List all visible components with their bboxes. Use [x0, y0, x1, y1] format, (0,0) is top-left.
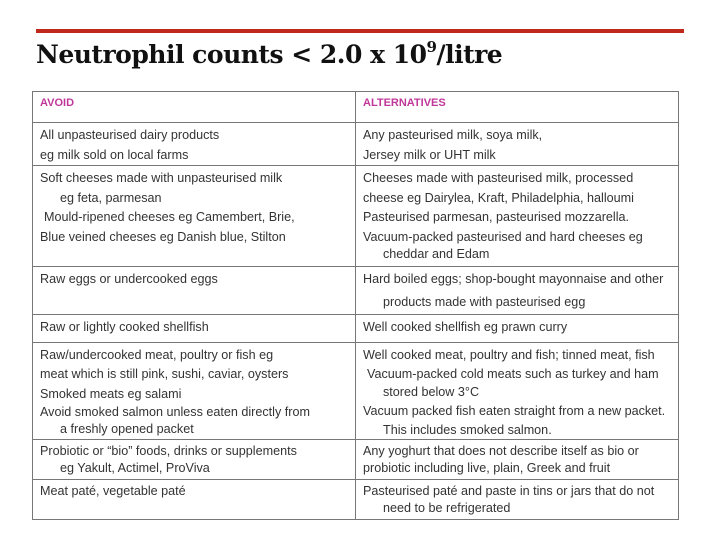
- title-text: Neutrophil counts < 2.0 x 10: [36, 40, 427, 69]
- avoid-cell: [33, 314, 356, 342]
- alternative-cell: [356, 439, 679, 479]
- cell-line: Raw/undercooked meat, poultry or fish eg: [40, 347, 274, 362]
- title-superscript: 9: [426, 38, 437, 56]
- cell-line: products made with pasteurised egg: [383, 294, 586, 309]
- avoid-cell: [33, 123, 356, 166]
- table-row: [33, 123, 679, 166]
- cell-line: Probiotic or “bio” foods, drinks or supplements: [40, 443, 297, 458]
- avoid-cell: [33, 439, 356, 479]
- cell-line: Cheeses made with pasteurised milk, processed: [363, 171, 634, 185]
- cell-line: Soft cheeses made with unpasteurised milk: [40, 171, 283, 185]
- title-suffix: /litre: [436, 40, 503, 69]
- cell-line: meat which is still pink, sushi, caviar, oysters: [40, 367, 289, 381]
- cell-line: Well cooked meat, poultry and fish; tinned meat, fish: [363, 347, 655, 362]
- cell-line: Mould-ripened cheeses eg Camembert, Brie,: [44, 210, 295, 224]
- table-row: [33, 342, 679, 439]
- header-avoid: AVOID: [33, 92, 356, 123]
- avoid-cell: [33, 166, 356, 267]
- cell-line: Vacuum packed fish eaten straight from a new packet.: [363, 403, 666, 418]
- cell-line: eg milk sold on local farms: [40, 147, 189, 162]
- cell-line: cheese eg Dairylea, Kraft, Philadelphia, halloumi: [363, 190, 634, 205]
- table-header-row: [33, 92, 679, 123]
- page-title: [36, 40, 502, 69]
- cell-line: Well cooked shellfish eg prawn curry: [363, 319, 568, 334]
- alternative-cell: [356, 267, 679, 315]
- cell-line: Hard boiled eggs; shop-bought mayonnaise and other: [363, 272, 664, 286]
- cell-line: Any pasteurised milk, soya milk,: [363, 128, 543, 142]
- cell-line: Meat paté, vegetable paté: [40, 483, 186, 498]
- cell-line: Avoid smoked salmon unless eaten directly from: [40, 405, 310, 419]
- cell-line: Pasteurised parmesan, pasteurised mozzarella.: [363, 210, 629, 224]
- cell-line: Vacuum-packed cold meats such as turkey and ham: [367, 367, 659, 381]
- alternative-cell: [356, 166, 679, 267]
- avoid-cell: [33, 479, 356, 519]
- food-avoid-table: [32, 91, 679, 520]
- cell-line: stored below 3°C: [383, 384, 480, 399]
- cell-line: This includes smoked salmon.: [383, 422, 552, 437]
- cell-line: Any yoghurt that does not describe itself as bio or: [363, 443, 639, 458]
- cell-line: need to be refrigerated: [383, 500, 511, 515]
- avoid-cell: [33, 342, 356, 439]
- cell-line: cheddar and Edam: [383, 247, 490, 261]
- cell-line: a freshly opened packet: [60, 422, 194, 436]
- header-alternatives: ALTERNATIVES: [356, 92, 679, 123]
- cell-line: Jersey milk or UHT milk: [363, 147, 496, 162]
- table-row: [33, 314, 679, 342]
- cell-line: probiotic including live, plain, Greek and fruit: [363, 460, 611, 475]
- cell-line: Pasteurised paté and paste in tins or jars that do not: [363, 483, 655, 498]
- table-row: [33, 479, 679, 519]
- cell-line: eg Yakult, Actimel, ProViva: [60, 460, 210, 475]
- cell-line: Raw eggs or undercooked eggs: [40, 272, 218, 286]
- cell-line: Smoked meats eg salami: [40, 386, 182, 401]
- table-row: [33, 439, 679, 479]
- alternative-cell: [356, 123, 679, 166]
- cell-line: eg feta, parmesan: [60, 190, 162, 205]
- cell-line: Blue veined cheeses eg Danish blue, Stilton: [40, 229, 286, 244]
- avoid-cell: [33, 267, 356, 315]
- cell-line: Raw or lightly cooked shellfish: [40, 319, 209, 334]
- alternative-cell: [356, 314, 679, 342]
- title-rule: [36, 29, 684, 33]
- cell-line: Vacuum-packed pasteurised and hard cheeses eg: [363, 229, 643, 244]
- table-row: [33, 166, 679, 267]
- alternative-cell: [356, 479, 679, 519]
- cell-line: All unpasteurised dairy products: [40, 128, 220, 142]
- table-row: [33, 267, 679, 315]
- alternative-cell: [356, 342, 679, 439]
